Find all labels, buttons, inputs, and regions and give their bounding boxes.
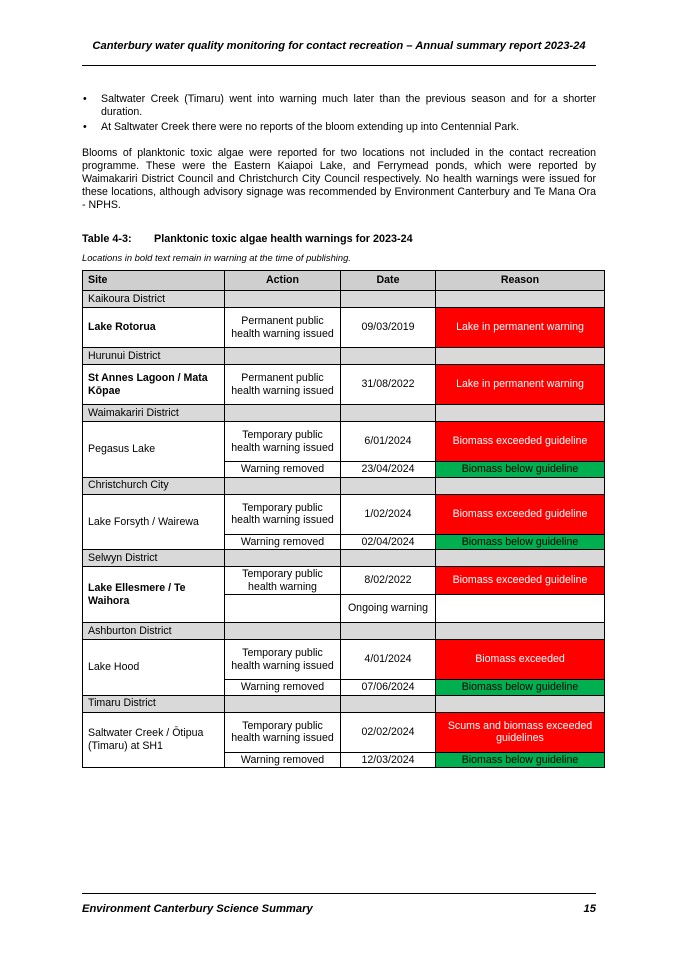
- district-row: [83, 477, 605, 494]
- reason-cell: Biomass exceeded: [436, 640, 605, 680]
- site-name: Lake Ellesmere / Te Waihora: [83, 567, 225, 623]
- date-cell: 02/04/2024: [341, 534, 436, 550]
- table-row: [83, 308, 605, 348]
- table-row: [83, 422, 605, 462]
- district-row: [83, 348, 605, 365]
- table-number: Table 4-3:: [82, 233, 132, 245]
- reason-cell: Biomass below guideline: [436, 680, 605, 696]
- district-name: Selwyn District: [83, 550, 225, 567]
- site-name: St Annes Lagoon / Mata Kōpae: [83, 365, 225, 405]
- action-cell: Warning removed: [225, 534, 341, 550]
- action-cell: Warning removed: [225, 462, 341, 478]
- district-name: Ashburton District: [83, 623, 225, 640]
- table-title: Planktonic toxic algae health warnings for 2023-24: [154, 233, 413, 245]
- date-cell: Ongoing warning: [341, 595, 436, 623]
- site-name: Pegasus Lake: [83, 422, 225, 478]
- page-footer: [82, 903, 596, 915]
- list-item: [82, 121, 596, 134]
- column-header-date: Date: [341, 271, 436, 291]
- action-cell: Warning removed: [225, 680, 341, 696]
- footer-publication: Environment Canterbury Science Summary: [82, 903, 313, 915]
- date-cell: 4/01/2024: [341, 640, 436, 680]
- table-row: [83, 712, 605, 752]
- date-cell: 6/01/2024: [341, 422, 436, 462]
- site-name: Lake Rotorua: [83, 308, 225, 348]
- page-number: 15: [583, 903, 596, 915]
- district-name: Timaru District: [83, 695, 225, 712]
- action-cell: Temporary public health warning issued: [225, 712, 341, 752]
- table-row: [83, 494, 605, 534]
- header-rule: [82, 65, 596, 66]
- table-row: [83, 640, 605, 680]
- reason-cell: Biomass exceeded guideline: [436, 494, 605, 534]
- action-cell: Temporary public health warning issued: [225, 422, 341, 462]
- reason-cell: Scums and biomass exceeded guidelines: [436, 712, 605, 752]
- column-header-reason: Reason: [436, 271, 605, 291]
- column-header-site: Site: [83, 271, 225, 291]
- table-note: Locations in bold text remain in warning at the time of publishing.: [82, 252, 351, 263]
- column-header-action: Action: [225, 271, 341, 291]
- table-header-row: [83, 271, 605, 291]
- bullet-icon: •: [83, 121, 87, 133]
- warnings-table: [82, 270, 605, 768]
- reason-cell: Biomass below guideline: [436, 462, 605, 478]
- action-cell: Temporary public health warning issued: [225, 494, 341, 534]
- site-name: Lake Hood: [83, 640, 225, 696]
- district-row: [83, 405, 605, 422]
- date-cell: 07/06/2024: [341, 680, 436, 696]
- reason-cell: Biomass below guideline: [436, 752, 605, 768]
- district-name: Hurunui District: [83, 348, 225, 365]
- table-row: [83, 365, 605, 405]
- body-paragraph: Blooms of planktonic toxic algae were reported for two locations not included in the contact recreation programme. These were the Eastern Kaiapoi Lake, and Ferrymead ponds, which were reported by Waimakariri District Council and Christchurch City Council respectively. No health warnings were issued for these locations, although advisory signage was recommended by Environment Canterbury and Te Mana Ora - NPHS.: [82, 147, 596, 211]
- date-cell: 23/04/2024: [341, 462, 436, 478]
- action-cell: Permanent public health warning issued: [225, 308, 341, 348]
- action-cell: Permanent public health warning issued: [225, 365, 341, 405]
- district-row: [83, 550, 605, 567]
- running-header: Canterbury water quality monitoring for contact recreation – Annual summary report 2023-24: [92, 40, 586, 52]
- reason-cell: Biomass exceeded guideline: [436, 422, 605, 462]
- bullet-icon: •: [83, 93, 87, 105]
- table-caption: [82, 233, 413, 245]
- district-name: Christchurch City: [83, 477, 225, 494]
- site-name: Saltwater Creek / Ōtipua (Timaru) at SH1: [83, 712, 225, 768]
- district-row: [83, 291, 605, 308]
- district-name: Kaikoura District: [83, 291, 225, 308]
- date-cell: 02/02/2024: [341, 712, 436, 752]
- footer-rule: [82, 893, 596, 894]
- site-name: Lake Forsyth / Wairewa: [83, 494, 225, 550]
- date-cell: 1/02/2024: [341, 494, 436, 534]
- date-cell: 8/02/2022: [341, 567, 436, 595]
- reason-cell: Lake in permanent warning: [436, 308, 605, 348]
- bullet-list: [82, 93, 596, 136]
- table-row: [83, 567, 605, 595]
- date-cell: 09/03/2019: [341, 308, 436, 348]
- action-cell: Warning removed: [225, 752, 341, 768]
- list-item: [82, 93, 596, 119]
- date-cell: 12/03/2024: [341, 752, 436, 768]
- action-cell: [225, 595, 341, 623]
- district-row: [83, 623, 605, 640]
- reason-cell: Lake in permanent warning: [436, 365, 605, 405]
- district-name: Waimakariri District: [83, 405, 225, 422]
- reason-cell: Biomass below guideline: [436, 534, 605, 550]
- action-cell: Temporary public health warning: [225, 567, 341, 595]
- district-row: [83, 695, 605, 712]
- reason-cell: [436, 595, 605, 623]
- action-cell: Temporary public health warning issued: [225, 640, 341, 680]
- reason-cell: Biomass exceeded guideline: [436, 567, 605, 595]
- date-cell: 31/08/2022: [341, 365, 436, 405]
- bullet-text: Saltwater Creek (Timaru) went into warning much later than the previous season and for a shorter duration.: [101, 93, 596, 118]
- bullet-text: At Saltwater Creek there were no reports of the bloom extending up into Centennial Park.: [101, 121, 520, 133]
